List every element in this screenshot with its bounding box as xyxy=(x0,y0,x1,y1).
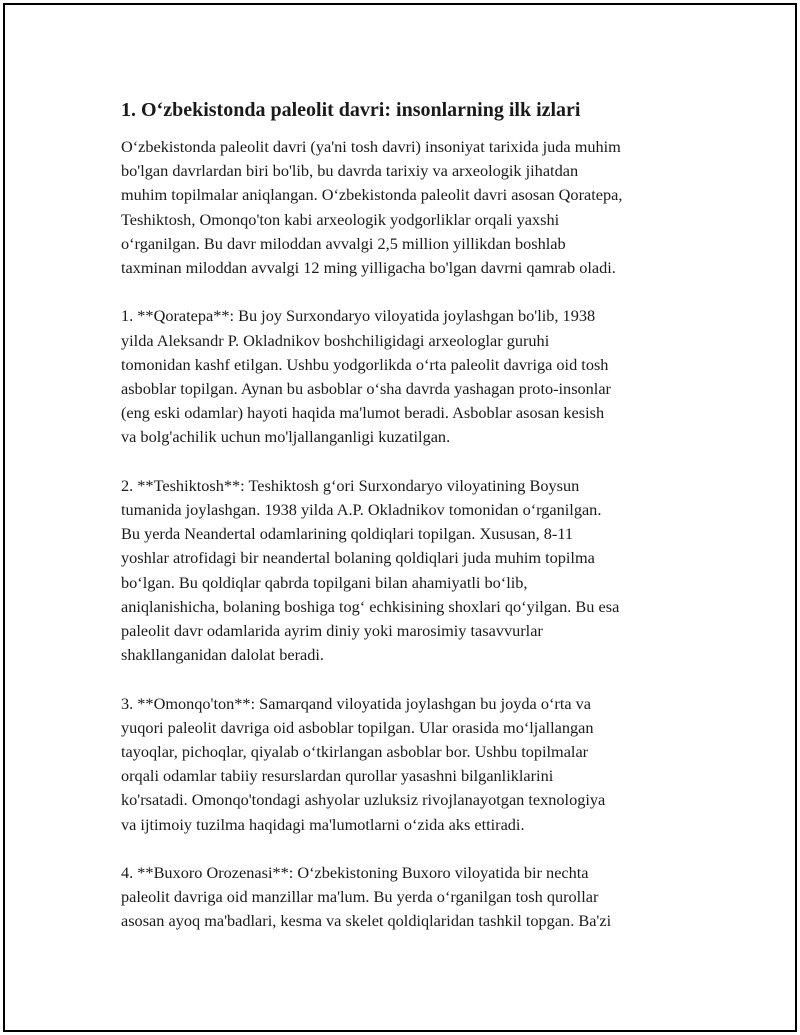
text-line: yilda Aleksandr P. Okladnikov boshchiligidagi arxeologlar guruhi xyxy=(121,330,550,350)
text-line: va ijtimoiy tuzilma haqidagi ma'lumotlarni o‘zida aks ettiradi. xyxy=(121,814,525,834)
text-line: muhim topilmalar aniqlangan. O‘zbekistonda paleolit davri asosan Qoratepa, xyxy=(121,185,623,205)
section-heading: 1. O‘zbekistonda paleolit davri: insonlarning ilk izlari xyxy=(121,99,581,121)
paragraph-teshiktosh xyxy=(121,474,701,668)
text-line: shakllanganidan dalolat beradi. xyxy=(121,645,324,665)
text-line: 2. **Teshiktosh**: Teshiktosh g‘ori Surxondaryo viloyatining Boysun xyxy=(121,475,580,495)
text-line: O‘zbekistonda paleolit davri (ya'ni tosh davri) insoniyat tarixida juda muhim xyxy=(121,137,621,156)
text-line: Teshiktosh, Omonqo'ton kabi arxeologik yodgorliklar orqali yaxshi xyxy=(121,209,560,229)
text-line: tayoqlar, pichoqlar, qiyalab o‘tkirlangan asboblar bor. Ushbu topilmalar xyxy=(121,742,589,762)
text-line: paleolit davriga oid manzillar ma'lum. Bu yerda o‘rganilgan tosh qurollar xyxy=(121,887,599,907)
text-line: Bu yerda Neandertal odamlarining qoldiqlari topilgan. Xususan, 8-11 xyxy=(121,524,573,544)
text-line: asosan ayoq ma'badlari, kesma va skelet qoldiqlaridan tashkil topgan. Ba'zi xyxy=(121,911,612,931)
paragraph-buxoro xyxy=(121,861,701,934)
text-line: yoshlar atrofidagi bir neandertal bolaning qoldiqlari juda muhim topilma xyxy=(121,548,595,568)
text-line: tomonidan kashf etilgan. Ushbu yodgorlikda o‘rta paleolit davriga oid tosh xyxy=(121,354,609,374)
paragraph-qoratepa xyxy=(121,304,701,449)
text-line: bo‘lgan. Bu qoldiqlar qabrda topilgani bilan ahamiyatli bo‘lib, xyxy=(121,572,528,592)
text-line: yuqori paleolit davriga oid asboblar topilgan. Ular orasida mo‘ljallangan xyxy=(121,717,594,737)
text-line: bo'lgan davrlardan biri bo'lib, bu davrda tarixiy va arxeologik jihatdan xyxy=(121,161,579,181)
text-line: asboblar topilgan. Aynan bu asboblar o‘sha davrda yashagan proto-insonlar xyxy=(121,379,611,399)
text-line: tumanida joylashgan. 1938 yilda A.P. Okladnikov tomonidan o‘rganilgan. xyxy=(121,500,602,520)
text-line: va bolg'achilik uchun mo'ljallanganligi kuzatilgan. xyxy=(121,427,451,447)
text-line: 1. **Qoratepa**: Bu joy Surxondaryo viloyatida joylashgan bo'lib, 1938 xyxy=(121,306,596,326)
text-line: aniqlanishicha, bolaning boshiga tog‘ echkisining shoxlari qo‘yilgan. Bu esa xyxy=(121,596,620,616)
document-body xyxy=(121,97,701,958)
text-line: taxminan miloddan avvalgi 12 ming yilligacha bo'lgan davrni qamrab oladi. xyxy=(121,258,616,278)
text-line: paleolit davr odamlarida ayrim diniy yoki marosimiy tasavvurlar xyxy=(121,621,543,641)
paragraph-omonqoton xyxy=(121,692,701,837)
text-line: ko'rsatadi. Omonqo'tondagi ashyolar uzluksiz rivojlanayotgan texnologiya xyxy=(121,790,606,810)
text-line: o‘rganilgan. Bu davr miloddan avvalgi 2,5 million yillikdan boshlab xyxy=(121,233,566,253)
text-line: orqali odamlar tabiiy resurslardan qurollar yasashni bilganliklarini xyxy=(121,766,554,786)
paragraph-intro xyxy=(121,135,701,280)
text-line: 4. **Buxoro Orozenasi**: O‘zbekistoning Buxoro viloyatida bir nechta xyxy=(121,863,589,883)
page-frame xyxy=(3,3,797,1032)
text-line: 3. **Omonqo'ton**: Samarqand viloyatida joylashgan bu joyda o‘rta va xyxy=(121,693,592,713)
text-line: (eng eski odamlar) hayoti haqida ma'lumot beradi. Asboblar asosan kesish xyxy=(121,403,605,423)
